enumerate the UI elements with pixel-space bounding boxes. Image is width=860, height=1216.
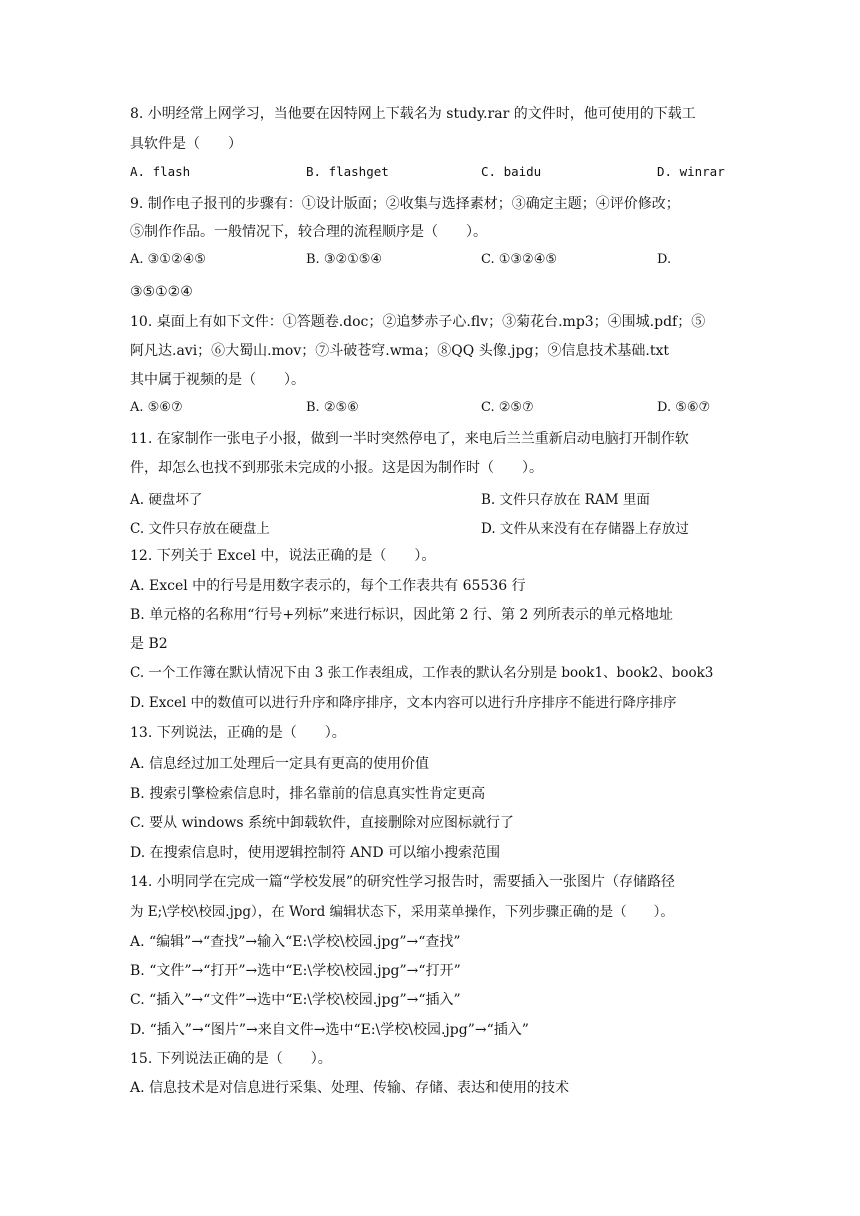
q9-option-b[interactable]: B. ③②①⑤④	[306, 252, 383, 267]
q10-stem-line2: 阿凡达.avi；⑥大蜀山.mov；⑦斗破苍穹.wma；⑧QQ 头像.jpg；⑨信息技术基础.txt	[130, 343, 670, 359]
q9-stem-line1: 9. 制作电子报刊的步骤有：①设计版面；②收集与选择素材；③确定主题；④评价修改；	[130, 196, 680, 212]
q10-options	[130, 400, 730, 420]
q9-option-d-value: ③⑤①②④	[130, 284, 193, 300]
q11-option-b[interactable]: B. 文件只存放在 RAM 里面	[481, 492, 650, 508]
q15-option-a[interactable]: A. 信息技术是对信息进行采集、处理、传输、存储、表达和使用的技术	[130, 1080, 570, 1096]
q14-option-a[interactable]: A. “编辑”→“查找”→输入“E:\学校\校园.jpg”→“查找”	[130, 934, 461, 950]
q13-option-d[interactable]: D. 在搜索信息时，使用逻辑控制符 AND 可以缩小搜索范围	[130, 845, 501, 861]
q14-option-c[interactable]: C. “插入”→“文件”→选中“E:\学校\校园.jpg”→“插入”	[130, 992, 461, 1008]
q11-option-a[interactable]: A. 硬盘坏了	[130, 492, 203, 508]
q8-stem-line1: 8. 小明经常上网学习，当他要在因特网上下载名为 study.rar 的文件时，他可使用的下载工	[130, 106, 696, 122]
q11-option-c[interactable]: C. 文件只存放在硬盘上	[130, 521, 270, 537]
q11-options-row1	[130, 488, 730, 508]
q9-option-a[interactable]: A. ③①②④⑤	[130, 252, 206, 267]
q9-option-d[interactable]: D.	[657, 252, 672, 267]
q13-option-b[interactable]: B. 搜索引擎检索信息时，排名靠前的信息真实性肯定更高	[130, 786, 486, 802]
q10-option-a[interactable]: A. ⑤⑥⑦	[130, 400, 183, 415]
q14-option-d[interactable]: D. “插入”→“图片”→来自文件→选中“E:\学校\校园.jpg”→“插入”	[130, 1022, 529, 1038]
q8-option-a[interactable]: A. flash	[130, 164, 191, 179]
q11-stem-line2: 件，却怎么也找不到那张未完成的小报。这是因为制作时（ ）。	[130, 460, 543, 476]
q12-option-d[interactable]: D. Excel 中的数值可以进行升序和降序排序，文本内容可以进行升序排序不能进行降序排序	[130, 695, 677, 711]
q9-stem-line2: ⑤制作作品。一般情况下，较合理的流程顺序是（ ）。	[130, 224, 487, 240]
q14-option-b[interactable]: B. “文件”→“打开”→选中“E:\学校\校园.jpg”→“打开”	[130, 963, 461, 979]
q8-stem-line2: 具软件是（ ）	[130, 136, 242, 152]
q10-option-d[interactable]: D. ⑤⑥⑦	[657, 400, 711, 415]
q11-options-row2	[130, 517, 730, 537]
q10-option-b[interactable]: B. ②⑤⑥	[306, 400, 359, 415]
q8-options	[130, 164, 730, 184]
q14-stem-line2: 为 E;\学校\校园.jpg），在 Word 编辑状态下，采用菜单操作，下列步骤正确的是（ ）。	[130, 904, 674, 920]
q11-option-d[interactable]: D. 文件从来没有在存储器上存放过	[481, 521, 689, 537]
q10-option-c[interactable]: C. ②⑤⑦	[481, 400, 534, 415]
q12-option-b-line1[interactable]: B. 单元格的名称用“行号+列标”来进行标识，因此第 2 行、第 2 列所表示的单元格地址	[130, 607, 673, 623]
q13-stem: 13. 下列说法，正确的是（ ）。	[130, 725, 346, 741]
q12-option-c[interactable]: C. 一个工作簿在默认情况下由 3 张工作表组成，工作表的默认名分别是 book1、book2、book3	[130, 665, 714, 681]
q14-stem-line1: 14. 小明同学在完成一篇“学校发展”的研究性学习报告时，需要插入一张图片（存储路径	[130, 874, 676, 890]
q13-option-c[interactable]: C. 要从 windows 系统中卸载软件，直接删除对应图标就行了	[130, 815, 515, 831]
q9-option-c[interactable]: C. ①③②④⑤	[481, 252, 558, 267]
q8-option-d[interactable]: D. winrar	[657, 164, 725, 179]
q11-stem-line1: 11. 在家制作一张电子小报，做到一半时突然停电了，来电后兰兰重新启动电脑打开制作软	[130, 431, 689, 447]
q8-option-c[interactable]: C. baidu	[481, 164, 542, 179]
q12-option-a[interactable]: A. Excel 中的行号是用数字表示的，每个工作表共有 65536 行	[130, 578, 526, 594]
q9-options	[130, 252, 730, 272]
q12-stem: 12. 下列关于 Excel 中，说法正确的是（ ）。	[130, 548, 436, 564]
q10-stem-line1: 10. 桌面上有如下文件：①答题卷.doc；②追梦赤子心.flv；③菊花台.mp3；④围城.pdf；⑤	[130, 314, 706, 330]
q10-stem-line3: 其中属于视频的是（ ）。	[130, 372, 305, 388]
q13-option-a[interactable]: A. 信息经过加工处理后一定具有更高的使用价值	[130, 756, 430, 772]
q12-option-b-line2: 是 B2	[130, 636, 168, 652]
q8-option-b[interactable]: B. flashget	[306, 164, 389, 179]
q15-stem: 15. 下列说法正确的是（ ）。	[130, 1051, 332, 1067]
